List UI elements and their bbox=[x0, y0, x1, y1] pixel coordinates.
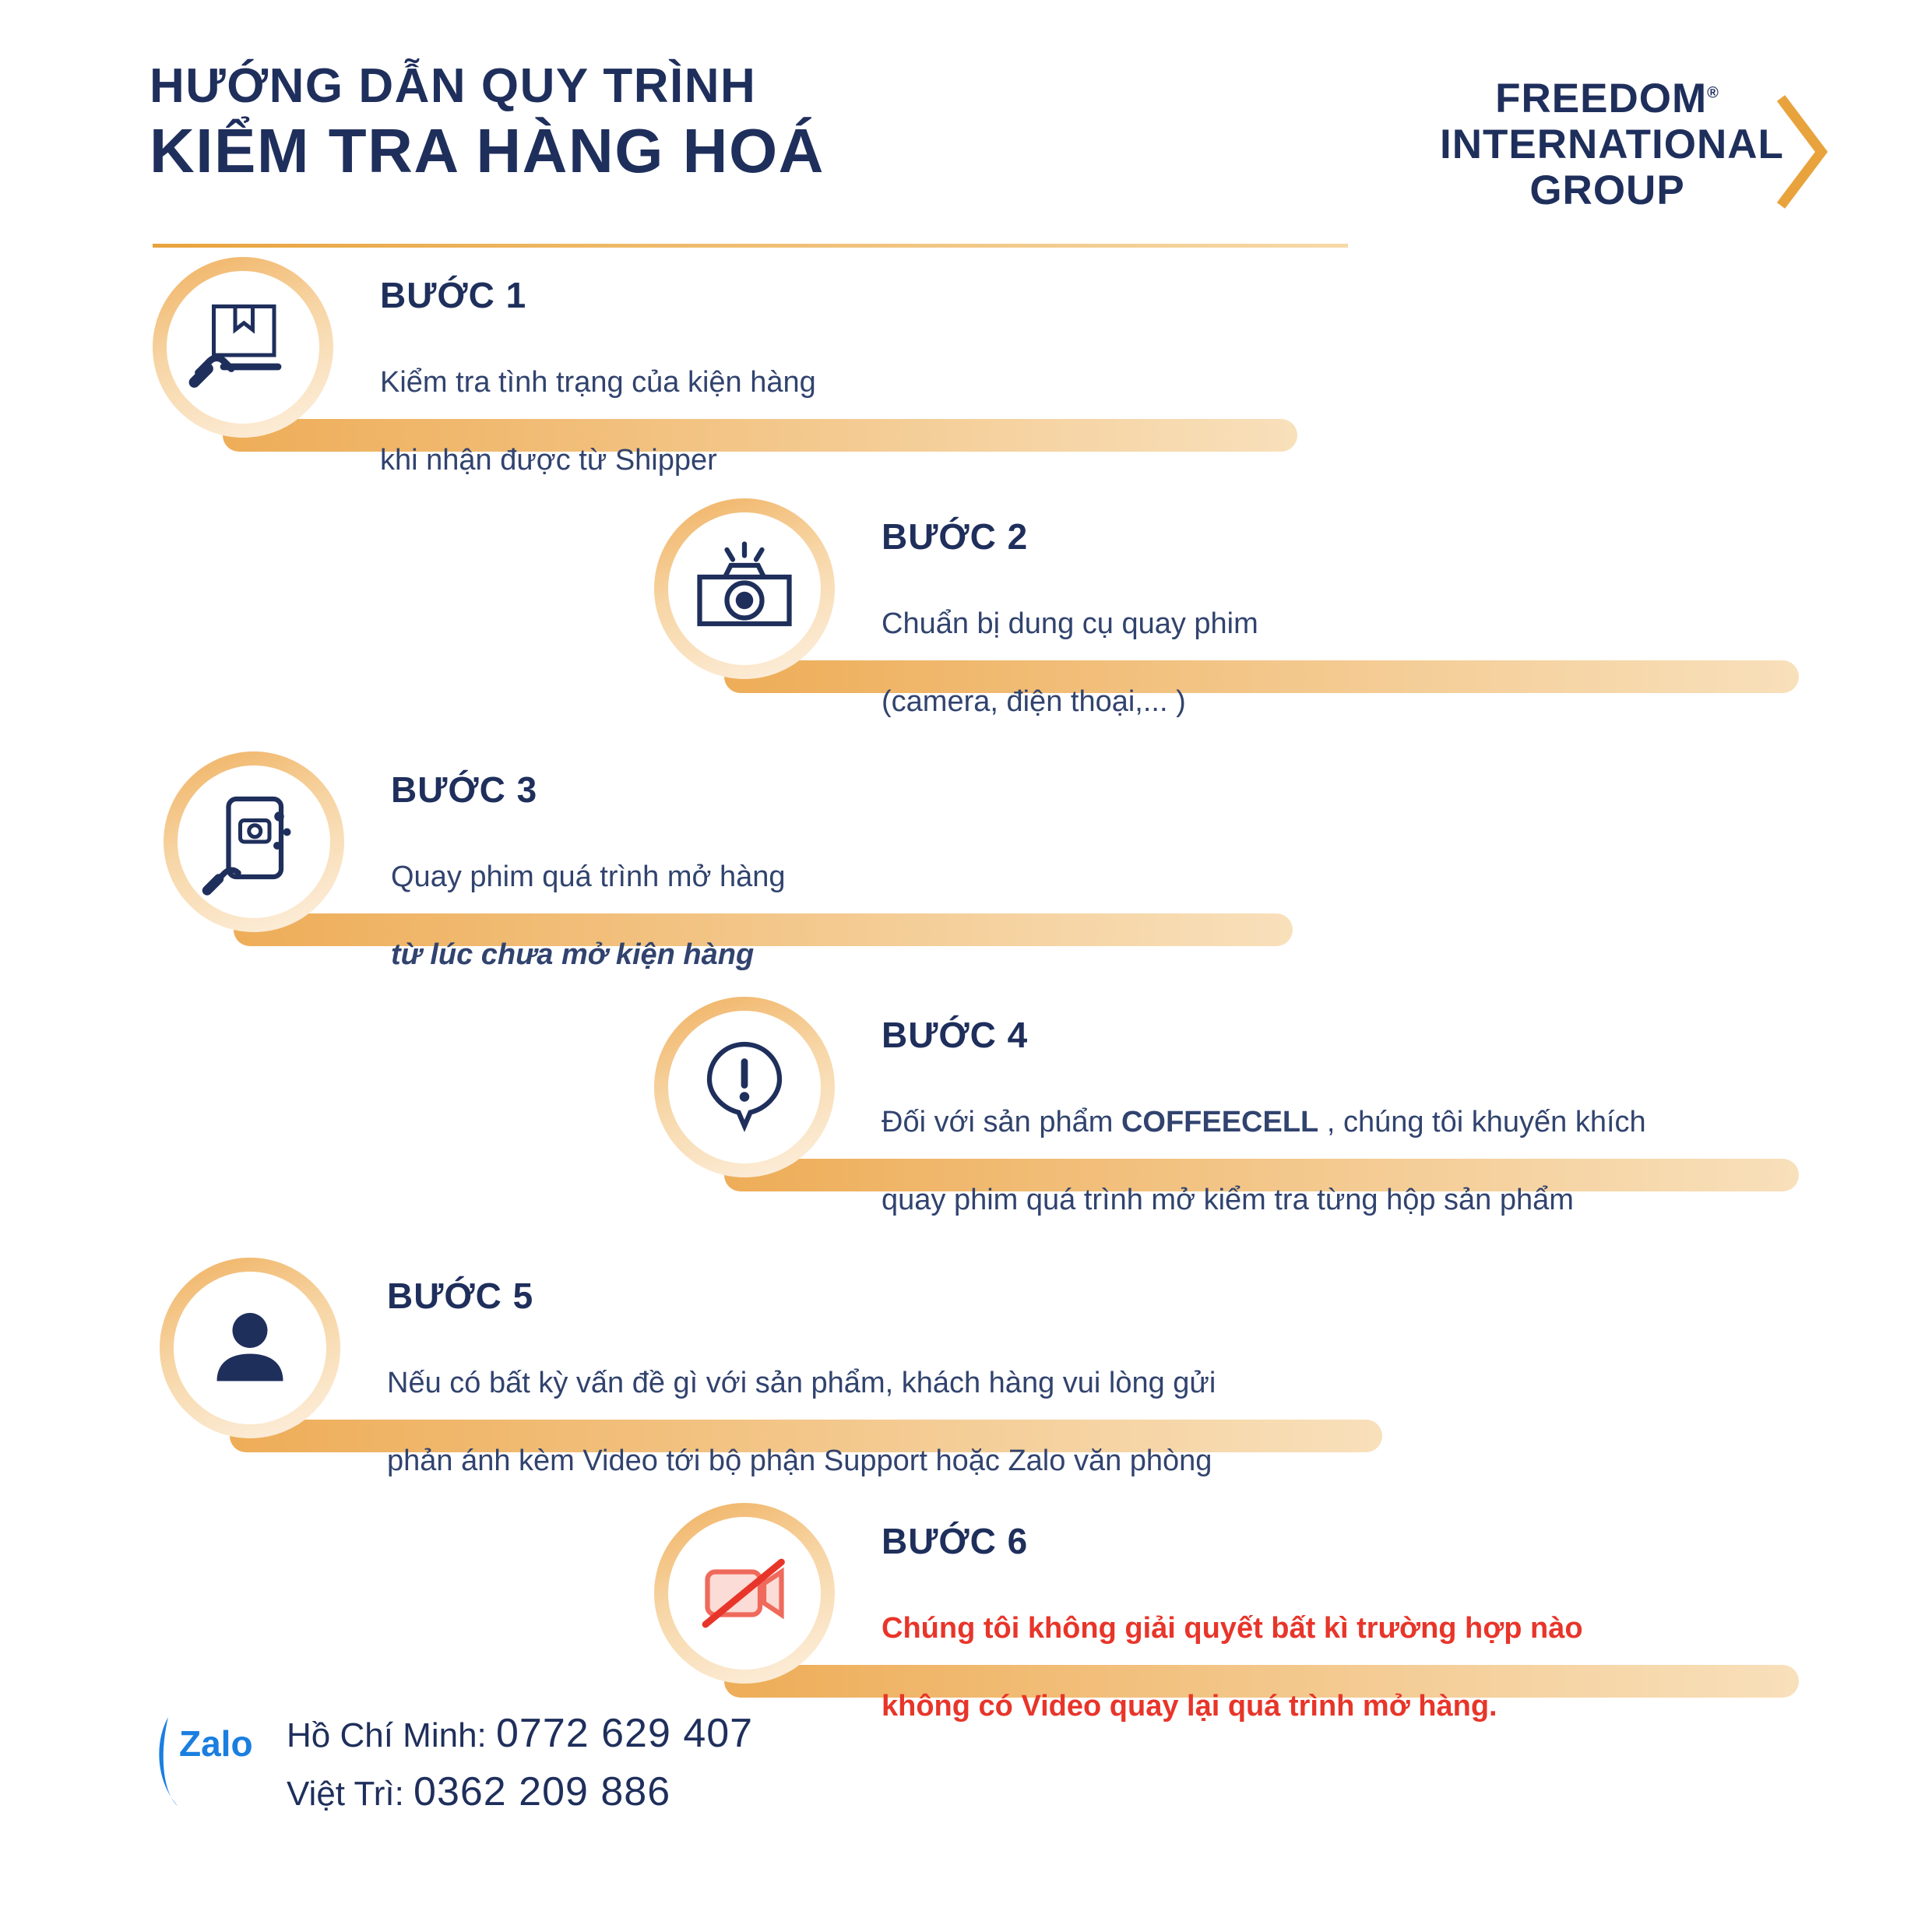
step-desc-1-line2: khi nhận được từ Shipper bbox=[380, 444, 717, 477]
step-text-3 bbox=[391, 769, 786, 1014]
footer-label-viettri: Việt Trì: bbox=[287, 1775, 414, 1814]
footer-contact bbox=[145, 1691, 1391, 1846]
step-row-4 bbox=[654, 997, 1799, 1217]
footer-label-hcm: Hồ Chí Minh: bbox=[287, 1716, 496, 1754]
registered-trademark-icon: ® bbox=[1707, 84, 1719, 102]
step-icon-ring-4 bbox=[654, 997, 835, 1177]
page-title-line2: KIỂM TRA HÀNG HOÁ bbox=[150, 116, 825, 186]
page-title bbox=[150, 61, 1395, 185]
zalo-logo[interactable] bbox=[145, 1700, 262, 1817]
step-text-1 bbox=[380, 274, 816, 519]
step-desc-5-line2: phản ánh kèm Video tới bộ phận Support hoặc Zalo văn phòng bbox=[387, 1445, 1212, 1478]
company-logo-text bbox=[1440, 76, 1784, 213]
step-icon-ring-1 bbox=[153, 257, 333, 438]
step-label-5: BƯỚC 5 bbox=[387, 1276, 534, 1316]
svg-text:Zalo: Zalo bbox=[179, 1723, 253, 1764]
step-label-4: BƯỚC 4 bbox=[882, 1015, 1029, 1055]
step-icon-ring-6 bbox=[654, 1503, 835, 1684]
footer-line-viettri bbox=[287, 1763, 753, 1821]
user-icon bbox=[192, 1290, 308, 1406]
company-logo bbox=[1441, 70, 1831, 218]
step-desc-4 bbox=[882, 1064, 1646, 1259]
page-title-line1: HƯỚNG DẪN QUY TRÌNH bbox=[150, 59, 757, 113]
exclamation-pin-icon bbox=[686, 1029, 803, 1145]
step-row-5 bbox=[160, 1258, 1382, 1478]
step-label-3: BƯỚC 3 bbox=[391, 769, 538, 810]
step-desc-3 bbox=[391, 818, 786, 1014]
step-text-5 bbox=[387, 1275, 1216, 1520]
footer-phone-hcm: 0772 629 407 bbox=[495, 1711, 754, 1756]
page-header bbox=[0, 47, 1932, 218]
step-icon-ring-5 bbox=[160, 1258, 340, 1438]
step-icon-wrap-6 bbox=[668, 1517, 821, 1670]
step-desc-4-part-a: Đối với sản phẩm bbox=[882, 1106, 1121, 1139]
step-row-1 bbox=[153, 257, 1297, 477]
step-icon-wrap-2 bbox=[668, 512, 821, 665]
step-row-3 bbox=[164, 751, 1293, 972]
step-icon-wrap-5 bbox=[174, 1272, 326, 1424]
step-row-2 bbox=[654, 498, 1799, 719]
step-desc-3-line1: Quay phim quá trình mở hàng bbox=[391, 860, 786, 894]
step-icon-wrap-3 bbox=[178, 765, 330, 918]
step-desc-4-part-c: , chúng tôi khuyến khích bbox=[1318, 1106, 1646, 1139]
step-desc-4-line2: quay phim quá trình mở kiểm tra từng hộp sản phẩm bbox=[882, 1184, 1574, 1217]
step-desc-2 bbox=[882, 565, 1258, 761]
step-text-4 bbox=[882, 1014, 1646, 1259]
camera-icon bbox=[686, 530, 803, 647]
footer-phone-lines bbox=[287, 1705, 753, 1822]
footer-line-hcm bbox=[287, 1705, 753, 1763]
step-desc-5-line1: Nếu có bất kỳ vấn đề gì với sản phẩm, khách hàng vui lòng gửi bbox=[387, 1367, 1216, 1400]
step-icon-wrap-1 bbox=[167, 271, 319, 424]
company-logo-line1-text: FREEDOM bbox=[1495, 76, 1708, 121]
footer-phone-viettri: 0362 209 886 bbox=[413, 1769, 671, 1815]
no-video-icon bbox=[686, 1535, 803, 1652]
step-label-6: BƯỚC 6 bbox=[882, 1521, 1029, 1561]
step-desc-6-line2: không có Video quay lại quá trình mở hàng. bbox=[882, 1690, 1497, 1723]
step-label-2: BƯỚC 2 bbox=[882, 516, 1029, 557]
company-logo-line1 bbox=[1440, 78, 1775, 119]
company-logo-line2: INTERNATIONAL bbox=[1440, 121, 1784, 167]
step-icon-ring-3 bbox=[164, 751, 344, 932]
step-desc-6-line1: Chúng tôi không giải quyết bất kì trường hợp nào bbox=[882, 1612, 1583, 1645]
step-label-1: BƯỚC 1 bbox=[380, 275, 527, 315]
step-icon-ring-2 bbox=[654, 498, 835, 679]
phone-recording-icon bbox=[195, 783, 312, 900]
step-desc-4-line1 bbox=[882, 1103, 1646, 1142]
step-desc-5 bbox=[387, 1325, 1216, 1520]
step-desc-2-line2: (camera, điện thoại,... ) bbox=[882, 685, 1186, 719]
company-logo-line3: GROUP bbox=[1529, 167, 1685, 213]
package-in-hand-icon bbox=[185, 289, 301, 406]
step-icon-wrap-4 bbox=[668, 1011, 821, 1163]
step-text-2 bbox=[882, 516, 1258, 761]
step-desc-2-line1: Chuẩn bị dung cụ quay phim bbox=[882, 607, 1258, 641]
step-desc-1 bbox=[380, 324, 816, 519]
step-row-6 bbox=[654, 1503, 1799, 1723]
step-desc-1-line1: Kiểm tra tình trạng của kiện hàng bbox=[380, 366, 816, 399]
title-underline-divider bbox=[153, 244, 1348, 248]
step-desc-3-line2: từ lúc chưa mở kiện hàng bbox=[391, 938, 755, 972]
step-desc-4-product-name: COFFEECELL bbox=[1121, 1106, 1319, 1139]
chevron-right-icon bbox=[1776, 93, 1831, 214]
